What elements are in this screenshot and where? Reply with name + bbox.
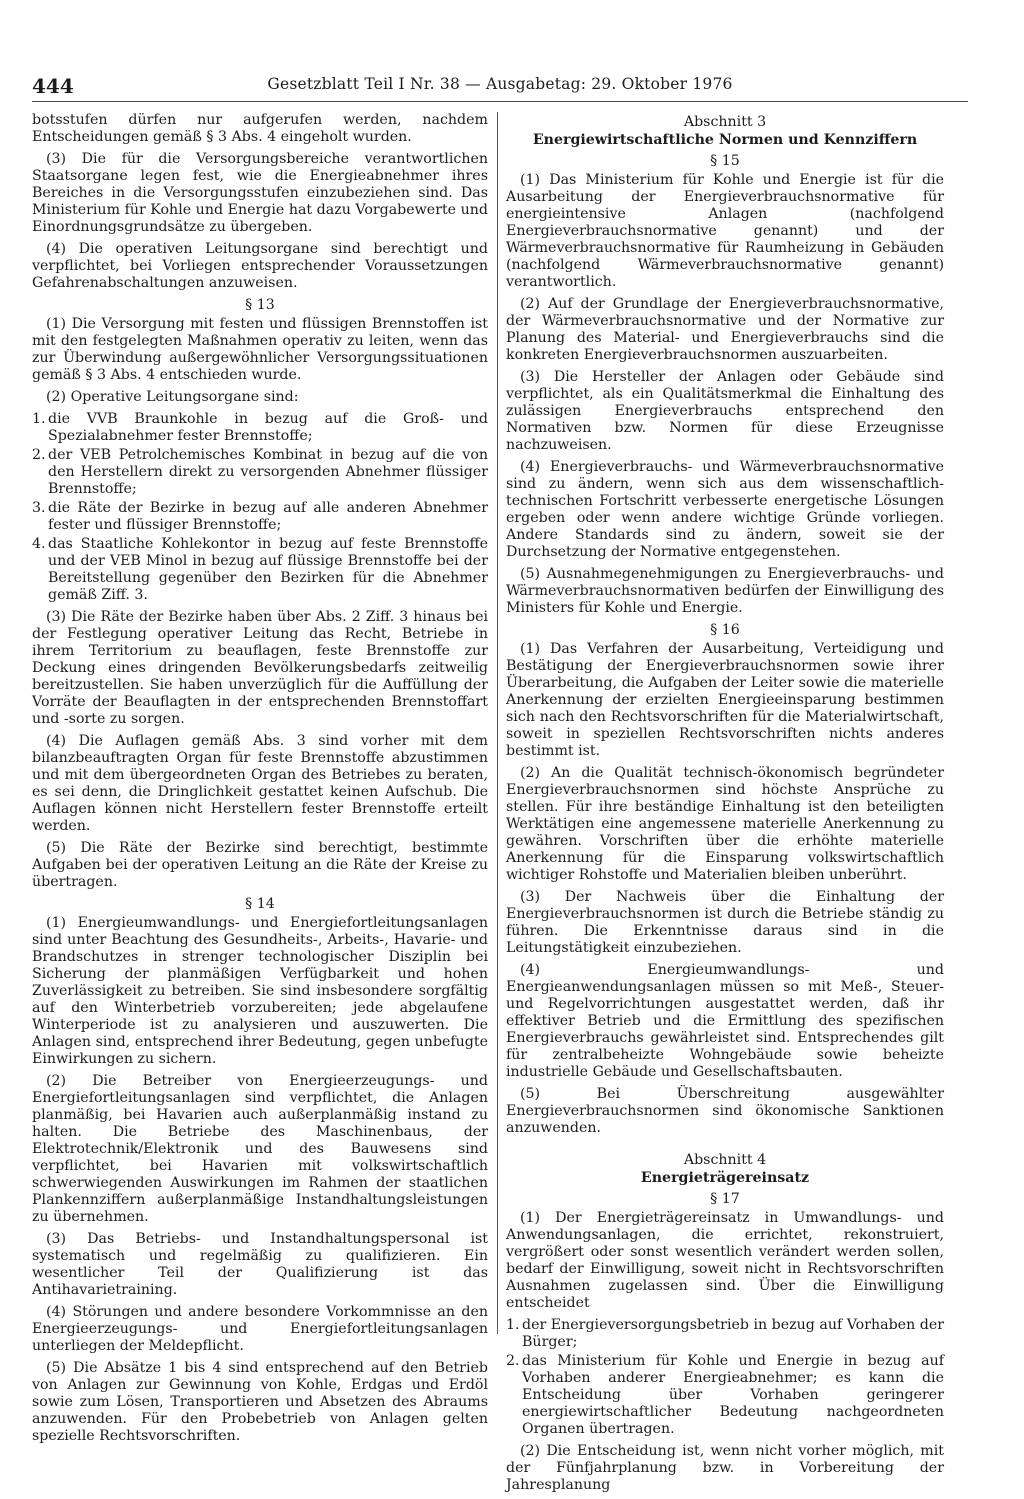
paragraph-14-3: (3) Das Betriebs- und Instandhaltungspersonal ist systematisch und regelmäßig zu qualifizieren. Ein wesentlicher Teil der Qualifizierung ist das Antihavarietraining. xyxy=(32,1231,488,1298)
paragraph-13-4: (4) Die Auflagen gemäß Abs. 3 sind vorher mit dem bilanzbeauftragten Organ für feste Brennstoffe abzustimmen und mit dem übergeordneten Organ des Betriebes zu beraten, es sei denn, die Dringlichkeit gestattet keinen Aufschub. Die Auflagen können nicht Herstellern fester Brennstoffe erteilt werden. xyxy=(32,733,488,834)
paragraph-16-3: (3) Der Nachweis über die Einhaltung der Energieverbrauchsnormen ist durch die Betriebe ständig zu führen. Die Erkenntnisse daraus sind in die Leitungstätigkeit einzubeziehen. xyxy=(506,889,944,956)
paragraph-15-4: (4) Energieverbrauchs- und Wärmeverbrauchsnormative sind zu ändern, wenn sich aus dem wissenschaftlich-technischen Fortschritt verbesserte energetische Lösungen ergeben oder wenn andere wichtige Gründe vorliegen. Andere Standards sind zu ändern, soweit sie der Durchsetzung der Normative entgegenstehen. xyxy=(506,459,944,560)
paragraph-16-5: (5) Bei Überschreitung ausgewählter Energieverbrauchsnormen sind ökonomische Sanktionen anzuwenden. xyxy=(506,1086,944,1136)
paragraph-14-1: (1) Energieumwandlungs- und Energiefortleitungsanlagen sind unter Beachtung des Gesundheits-, Arbeits-, Havarie- und Brandschutzes in strenger technologischer Disziplin bei Sicherung der planmäßigen Verfügbarkeit und hohen Zuverlässigkeit zu betreiben. Sie sind insbesondere sorgfältig auf den Winterbetrieb vorzubereiten; jede abgelaufene Winterperiode ist zu analysieren und auszuwerten. Die Anlagen sind, entsprechend ihrer Bedeutung, gegen unbefugte Einwirkungen zu sichern. xyxy=(32,915,488,1067)
paragraph-16-1: (1) Das Verfahren der Ausarbeitung, Verteidigung und Bestätigung der Energieverbrauchsnormen sowie ihrer Überarbeitung, die Aufgaben der Leiter sowie die materielle Anerkennung der erzielten Energieeinsparung bestimmen sich nach den Rechtsvorschriften für die Materialwirtschaft, soweit in speziellen Rechtsvorschriften nichts anderes bestimmt ist. xyxy=(506,641,944,759)
list-item: 2. das Ministerium für Kohle und Energie in bezug auf Vorhaben anderer Energieabnehmer; es kann die Entscheidung über Vorhaben geringerer energiewirtschaftlicher Bedeutung nachgeordneten Organen übertragen. xyxy=(506,1353,944,1437)
paragraph-17-2: (2) Die Entscheidung ist, wenn nicht vorher möglich, mit der Fünfjahrplanung bzw. in Vorbereitung der Jahresplanung xyxy=(506,1443,944,1493)
left-column xyxy=(32,112,488,1450)
paragraph-13-1: (1) Die Versorgung mit festen und flüssigen Brennstoffen ist mit den festgelegten Maßnahmen operativ zu leiten, wenn das zur Überwindung außergewöhnlicher Versorgungssituationen gemäß § 3 Abs. 4 entschieden wurde. xyxy=(32,316,488,383)
paragraph-14-5: (5) Die Absätze 1 bis 4 sind entsprechend auf den Betrieb von Anlagen zur Gewinnung von Kohle, Erdgas und Erdöl sowie zum Lösen, Transportieren und Absetzen des Abraums anzuwenden. Für den Probebetrieb von Anlagen gelten spezielle Rechtsvorschriften. xyxy=(32,1360,488,1444)
abschnitt-4-title: Energieträgereinsatz xyxy=(640,1170,810,1186)
paragraph-13-2: (2) Operative Leitungsorgane sind: xyxy=(46,389,299,405)
section-14-heading: § 14 xyxy=(245,896,275,912)
paragraph-17-1: (1) Der Energieträgereinsatz in Umwandlungs- und Anwendungsanlagen, die errichtet, rekonstruiert, vergrößert oder sonst wesentlich verändert werden sollen, bedarf der Einwilligung, soweit nicht in Rechtsvorschriften Ausnahmen zugelassen sind. Über die Einwilligung entscheidet xyxy=(506,1210,944,1311)
gazette-title: Gesetzblatt Teil I Nr. 38 — Ausgabetag: 29. Oktober 1976 xyxy=(267,75,733,93)
paragraph-13-3: (3) Die Räte der Bezirke haben über Abs. 2 Ziff. 3 hinaus bei der Festlegung operativer Leitung das Recht, Betriebe in ihrem Territorium zu beauflagen, feste Brennstoffe zur Deckung eines dringenden Bevölkerungsbedarfs zeitweilig bereitzustellen. Sie haben unverzüglich für die Auffüllung der Vorräte der Beauflagten in der entsprechenden Brennstoffart und -sorte zu sorgen. xyxy=(32,609,488,727)
section-15-heading: § 15 xyxy=(710,153,740,169)
paragraph-15-5: (5) Ausnahmegenehmigungen zu Energieverbrauchs- und Wärmeverbrauchsnormativen bedürfen der Einwilligung des Ministers für Kohle und Energie. xyxy=(506,566,944,616)
paragraph-15-3: (3) Die Hersteller der Anlagen oder Gebäude sind verpflichtet, als ein Qualitätsmerkmal die Einhaltung des zulässigen Energieverbrauchs entsprechend den Normativen bzw. Normen für diese Erzeugnisse nachzuweisen. xyxy=(506,369,944,453)
header-rule xyxy=(32,101,968,102)
list-item: 3. die Räte der Bezirke in bezug auf alle anderen Abnehmer fester und flüssiger Brennstoffe; xyxy=(32,500,488,533)
paragraph-12-3: (3) Die für die Versorgungsbereiche verantwortlichen Staatsorgane legen fest, wie die Energieabnehmer ihres Bereiches in die Versorgungsstufen einzubeziehen sind. Das Ministerium für Kohle und Energie hat dazu Vorgabewerte und Einordnungsgrundsätze zu übergeben. xyxy=(32,151,488,235)
page-number: 444 xyxy=(32,74,74,98)
abschnitt-3-title: Energiewirtschaftliche Normen und Kennziffern xyxy=(532,132,918,148)
abschnitt-4-label: Abschnitt 4 xyxy=(683,1152,767,1168)
paragraph-15-2: (2) Auf der Grundlage der Energieverbrauchsnormative, der Wärmeverbrauchsnormative und der Normative zur Planung des Material- und Energieverbrauchs sind die konkreten Energieverbrauchsnormen auszuarbeiten. xyxy=(506,296,944,363)
paragraph-15-1: (1) Das Ministerium für Kohle und Energie ist für die Ausarbeitung der Energieverbrauchsnormative für energieintensive Anlagen (nachfolgend Energieverbrauchsnormative genannt) und der Wärmeverbrauchsnormative für Raumheizung in Gebäuden (nachfolgend Wärmeverbrauchsnormative genannt) verantwortlich. xyxy=(506,172,944,290)
paragraph-12-continued: botsstufen dürfen nur aufgerufen werden, nachdem Entscheidungen gemäß § 3 Abs. 4 eingeholt wurden. xyxy=(32,112,488,145)
column-divider xyxy=(497,112,498,1334)
section-17-heading: § 17 xyxy=(710,1191,740,1207)
list-item: 1. der Energieversorgungsbetrieb in bezug auf Vorhaben der Bürger; xyxy=(506,1317,944,1350)
paragraph-16-2: (2) An die Qualität technisch-ökonomisch begründeter Energieverbrauchsnormen sind höchste Ansprüche zu stellen. Für ihre beständige Einhaltung ist den beteiligten Werktätigen eine angemessene materielle Anerkennung zu gewähren. Vorschriften über die erhöhte materielle Anerkennung für die Einsparung volkswirtschaftlich wichtiger Rohstoffe und Materialien bleiben unberührt. xyxy=(506,765,944,883)
list-item: 1. die VVB Braunkohle in bezug auf die Groß- und Spezialabnehmer fester Brennstoffe; xyxy=(32,411,488,444)
paragraph-14-4: (4) Störungen und andere besondere Vorkommnisse an den Energieerzeugungs- und Energiefortleitungsanlagen unterliegen der Meldepflicht. xyxy=(32,1304,488,1354)
paragraph-14-2: (2) Die Betreiber von Energieerzeugungs- und Energiefortleitungsanlagen sind verpflichtet, die Anlagen planmäßig, bei Havarien auch außerplanmäßig instand zu halten. Die Betriebe des Maschinenbaus, der Elektrotechnik/Elektronik und des Bauwesens sind verpflichtet, bei Havarien mit volkswirtschaftlich schwerwiegenden Auswirkungen im Rahmen der staatlichen Plankennziffern außerplanmäßige Instandhaltungsleistungen zu übernehmen. xyxy=(32,1073,488,1225)
section-16-heading: § 16 xyxy=(710,622,740,638)
list-item: 4. das Staatliche Kohlekontor in bezug auf feste Brennstoffe und der VEB Minol in bezug auf flüssige Brennstoffe bei der Bereitstellung gegenüber den Bezirken für die Abnehmer gemäß Ziff. 3. xyxy=(32,536,488,603)
right-column xyxy=(506,112,944,1499)
abschnitt-3-label: Abschnitt 3 xyxy=(683,114,767,130)
paragraph-16-4: (4) Energieumwandlungs- und Energieanwendungsanlagen müssen so mit Meß-, Steuer- und Regelvorrichtungen ausgestattet werden, daß ihr effektiver Betrieb und die Ermittlung des spezifischen Energieverbrauchs gewährleistet sind. Entsprechendes gilt für zentralbeheizte Wohngebäude sowie beheizte industrielle Gebäude und Gesellschaftsbauten. xyxy=(506,962,944,1080)
paragraph-12-4: (4) Die operativen Leitungsorgane sind berechtigt und verpflichtet, bei Vorliegen entsprechender Voraussetzungen Gefahrenabschaltungen anzuweisen. xyxy=(32,241,488,291)
page-header xyxy=(32,70,968,102)
paragraph-13-5: (5) Die Räte der Bezirke sind berechtigt, bestimmte Aufgaben bei der operativen Leitung an die Räte der Kreise zu übertragen. xyxy=(32,840,488,890)
list-item: 2. der VEB Petrolchemisches Kombinat in bezug auf die von den Herstellern direkt zu versorgenden Abnehmer flüssiger Brennstoffe; xyxy=(32,447,488,497)
section-13-heading: § 13 xyxy=(245,297,275,313)
